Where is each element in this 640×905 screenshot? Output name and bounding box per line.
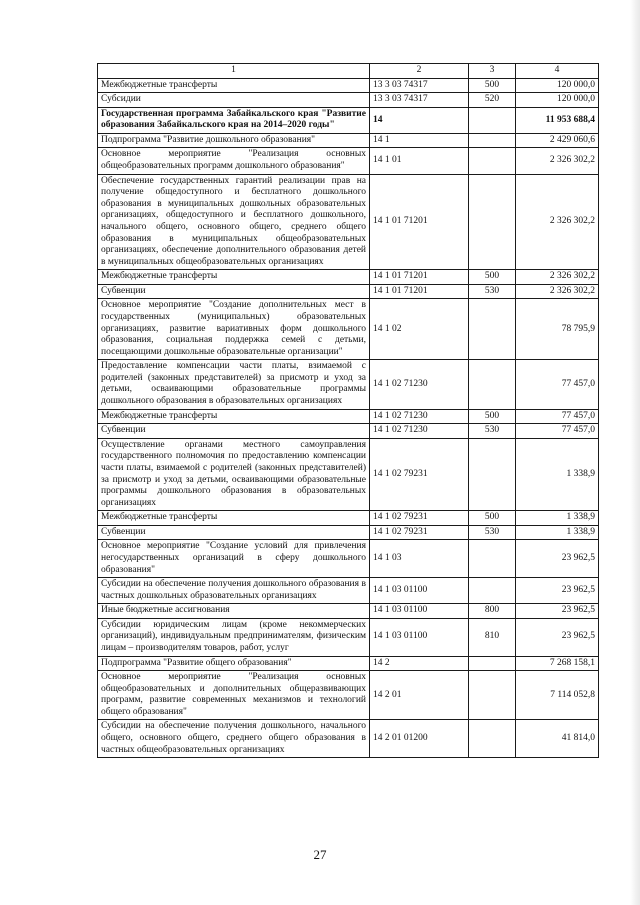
row-name-cell: Субсидии на обеспечение получения дошкольного образования в частных дошкольных образовательных организациях: [98, 578, 370, 604]
table-row: [98, 424, 599, 439]
row-expense-type-cell: 530: [469, 284, 516, 299]
row-name-cell: Субсидии на обеспечение получения дошкольного, начального общего, основного общего, среднего общего образования в частных общеобразовательных организациях: [98, 720, 370, 758]
row-expense-type-cell: [469, 299, 516, 360]
table-row: [98, 604, 599, 619]
row-name-cell: Субвенции: [98, 284, 370, 299]
header-col-4: 4: [516, 64, 599, 79]
row-amount-cell: 11 953 688,4: [516, 107, 599, 133]
row-name-cell: Осуществление органами местного самоуправления государственного полномочия по предоставлению компенсации части платы, взимаемой с родителей (законных представителей) за присмотр и уход за детьми, осваивающими образовательные программы дошкольного образования в образовательных организациях: [98, 438, 370, 510]
row-code-cell: 14 1 01 71201: [370, 284, 469, 299]
row-expense-type-cell: 800: [469, 604, 516, 619]
row-name-cell: Подпрограмма "Развитие дошкольного образования": [98, 133, 370, 148]
row-name-cell: Субвенции: [98, 424, 370, 439]
row-amount-cell: 2 326 302,2: [516, 148, 599, 174]
row-code-cell: 13 3 03 74317: [370, 93, 469, 108]
row-amount-cell: 2 429 060,6: [516, 133, 599, 148]
row-name-cell: Межбюджетные трансферты: [98, 78, 370, 93]
row-name-cell: Субсидии юридическим лицам (кроме некоммерческих организаций), индивидуальным предпринимателям, физическим лицам – производителям товаров, работ, услуг: [98, 618, 370, 656]
row-expense-type-cell: 520: [469, 93, 516, 108]
row-expense-type-cell: [469, 671, 516, 720]
table-row: [98, 720, 599, 758]
row-expense-type-cell: 500: [469, 409, 516, 424]
row-expense-type-cell: [469, 133, 516, 148]
table-row: [98, 107, 599, 133]
row-expense-type-cell: 810: [469, 618, 516, 656]
row-amount-cell: 23 962,5: [516, 540, 599, 578]
header-col-2: 2: [370, 64, 469, 79]
row-amount-cell: 2 326 302,2: [516, 284, 599, 299]
row-amount-cell: 2 326 302,2: [516, 174, 599, 270]
row-amount-cell: 1 338,9: [516, 525, 599, 540]
row-expense-type-cell: 500: [469, 270, 516, 285]
table-row: [98, 540, 599, 578]
table-row: [98, 284, 599, 299]
row-amount-cell: 1 338,9: [516, 438, 599, 510]
row-expense-type-cell: [469, 148, 516, 174]
row-amount-cell: 77 457,0: [516, 409, 599, 424]
row-expense-type-cell: [469, 438, 516, 510]
row-name-cell: Субвенции: [98, 525, 370, 540]
row-amount-cell: 7 114 052,8: [516, 671, 599, 720]
row-code-cell: 14 1: [370, 133, 469, 148]
budget-table: [97, 63, 599, 758]
table-row: [98, 93, 599, 108]
row-expense-type-cell: [469, 656, 516, 671]
row-expense-type-cell: [469, 578, 516, 604]
row-code-cell: 14 1 02 79231: [370, 525, 469, 540]
row-name-cell: Иные бюджетные ассигнования: [98, 604, 370, 619]
page-number: 27: [313, 847, 327, 862]
row-amount-cell: 120 000,0: [516, 93, 599, 108]
row-code-cell: 13 3 03 74317: [370, 78, 469, 93]
table-row: [98, 438, 599, 510]
table-row: [98, 511, 599, 526]
row-amount-cell: 77 457,0: [516, 360, 599, 409]
table-row: [98, 133, 599, 148]
row-name-cell: Основное мероприятие "Реализация основных общеобразовательных и дополнительных общеразвивающих программ, развитие современных механизмов и технологий общего образования": [98, 671, 370, 720]
table-row: [98, 78, 599, 93]
row-code-cell: 14 1 03 01100: [370, 604, 469, 619]
row-expense-type-cell: [469, 540, 516, 578]
row-name-cell: Предоставление компенсации части платы, взимаемой с родителей (законных представителей) за присмотр и уход за детьми, осваивающими образовательные программы дошкольного образования в образовательных организациях: [98, 360, 370, 409]
row-amount-cell: 77 457,0: [516, 424, 599, 439]
row-amount-cell: 2 326 302,2: [516, 270, 599, 285]
row-code-cell: 14 1 02 71230: [370, 424, 469, 439]
row-expense-type-cell: 500: [469, 511, 516, 526]
table-row: [98, 656, 599, 671]
row-code-cell: 14 2: [370, 656, 469, 671]
table-header-row: [98, 64, 599, 79]
table-row: [98, 360, 599, 409]
row-expense-type-cell: [469, 174, 516, 270]
row-name-cell: Основное мероприятие "Реализация основных общеобразовательных программ дошкольного образования": [98, 148, 370, 174]
row-expense-type-cell: 530: [469, 525, 516, 540]
row-expense-type-cell: [469, 360, 516, 409]
row-code-cell: 14 1 02 79231: [370, 438, 469, 510]
row-code-cell: 14 2 01 01200: [370, 720, 469, 758]
row-name-cell: Основное мероприятие "Создание дополнительных мест в государственных (муниципальных) образовательных организациях, развитие вариативных форм дошкольного образования, социальная поддержка семей с детьми, посещающими дошкольные образовательные организации": [98, 299, 370, 360]
row-code-cell: 14 1 02 71230: [370, 360, 469, 409]
table-row: [98, 671, 599, 720]
row-amount-cell: 78 795,9: [516, 299, 599, 360]
table-row: [98, 299, 599, 360]
row-code-cell: 14 2 01: [370, 671, 469, 720]
header-col-1: 1: [98, 64, 370, 79]
row-name-cell: Межбюджетные трансферты: [98, 270, 370, 285]
row-amount-cell: 1 338,9: [516, 511, 599, 526]
row-code-cell: 14 1 02 71230: [370, 409, 469, 424]
table-row: [98, 409, 599, 424]
row-code-cell: 14 1 01: [370, 148, 469, 174]
row-name-cell: Межбюджетные трансферты: [98, 409, 370, 424]
row-amount-cell: 120 000,0: [516, 78, 599, 93]
row-expense-type-cell: [469, 107, 516, 133]
row-expense-type-cell: 530: [469, 424, 516, 439]
row-expense-type-cell: 500: [469, 78, 516, 93]
row-name-cell: Подпрограмма "Развитие общего образования": [98, 656, 370, 671]
row-amount-cell: 23 962,5: [516, 618, 599, 656]
table-row: [98, 578, 599, 604]
row-name-cell: Государственная программа Забайкальского края "Развитие образования Забайкальского края на 2014–2020 годы": [98, 107, 370, 133]
table-row: [98, 525, 599, 540]
row-name-cell: Субсидии: [98, 93, 370, 108]
row-amount-cell: 7 268 158,1: [516, 656, 599, 671]
header-col-3: 3: [469, 64, 516, 79]
row-code-cell: 14 1 02: [370, 299, 469, 360]
row-name-cell: Межбюджетные трансферты: [98, 511, 370, 526]
page-edge-shadow: [630, 0, 640, 905]
row-name-cell: Основное мероприятие "Создание условий для привлечения негосударственных организаций в сферу дошкольного образования": [98, 540, 370, 578]
row-code-cell: 14: [370, 107, 469, 133]
row-name-cell: Обеспечение государственных гарантий реализации прав на получение общедоступного и бесплатного дошкольного образования в муниципальных дошкольных образовательных организациях, общедоступного и бесплатного дошкольного, начального общего, основного общего, среднего общего образования в муниципальных общеобразовательных организациях, обеспечение дополнительного образования детей в муниципальных общеобразовательных организациях: [98, 174, 370, 270]
row-amount-cell: 23 962,5: [516, 578, 599, 604]
row-code-cell: 14 1 02 79231: [370, 511, 469, 526]
table-row: [98, 270, 599, 285]
row-code-cell: 14 1 01 71201: [370, 270, 469, 285]
row-code-cell: 14 1 01 71201: [370, 174, 469, 270]
table-row: [98, 618, 599, 656]
row-code-cell: 14 1 03 01100: [370, 618, 469, 656]
table-row: [98, 174, 599, 270]
table-row: [98, 148, 599, 174]
row-code-cell: 14 1 03 01100: [370, 578, 469, 604]
row-amount-cell: 41 814,0: [516, 720, 599, 758]
row-expense-type-cell: [469, 720, 516, 758]
row-code-cell: 14 1 03: [370, 540, 469, 578]
row-amount-cell: 23 962,5: [516, 604, 599, 619]
